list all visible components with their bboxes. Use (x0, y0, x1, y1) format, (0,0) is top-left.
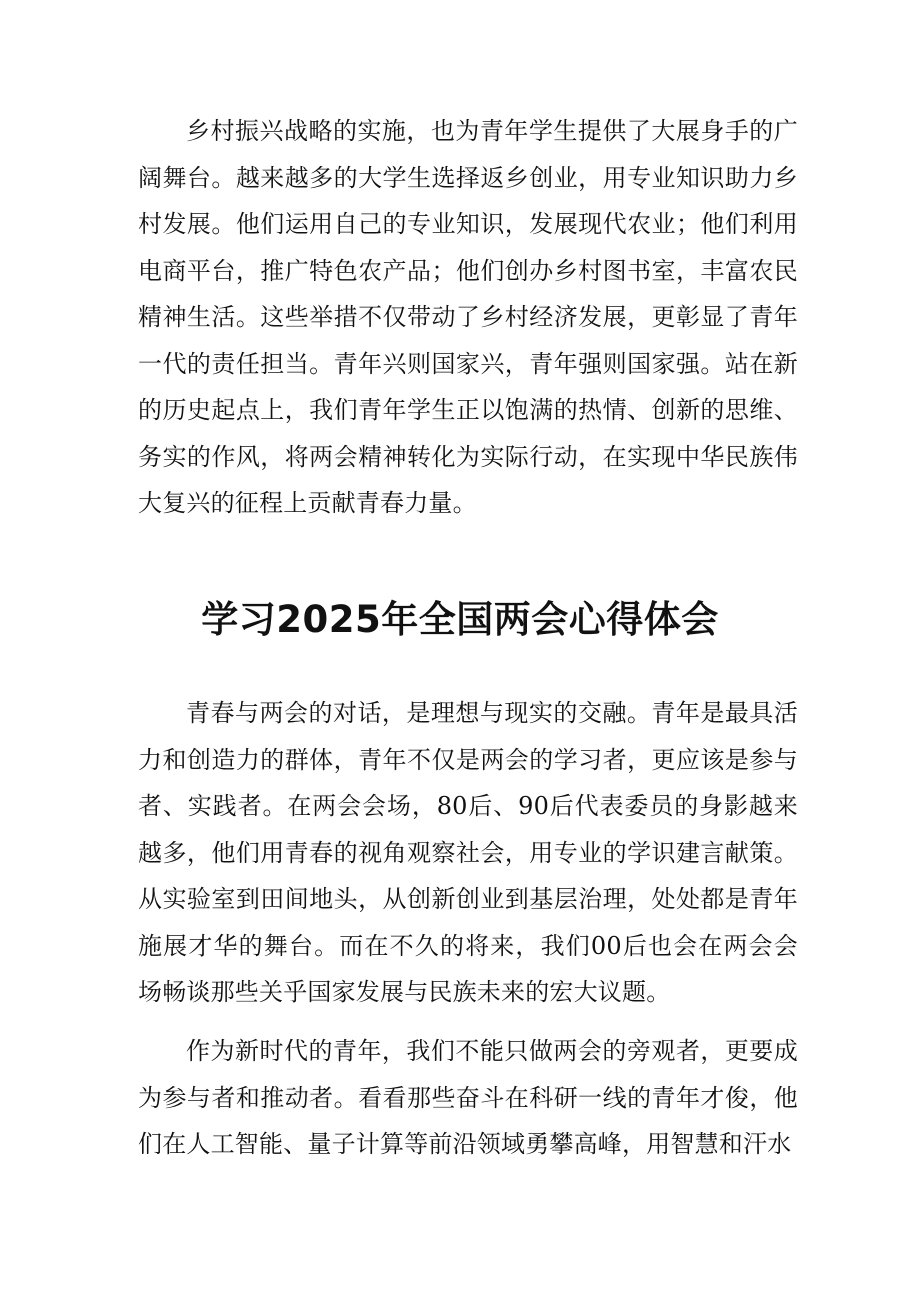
body-paragraph: 乡村振兴战略的实施，也为青年学生提供了大展身手的广阔舞台。越来越多的大学生选择返乡创业，用专业知识助力乡村发展。他们运用自己的专业知识，发展现代农业；他们利用电商平台，推广特色农产品；他们创办乡村图书室，丰富农民精神生活。这些举措不仅带动了乡村经济发展，更彰显了青年一代的责任担当。青年兴则国家兴，青年强则国家强。站在新的历史起点上，我们青年学生正以饱满的热情、创新的思维、务实的作风，将两会精神转化为实际行动，在实现中华民族伟大复兴的征程上贡献青春力量。 (138, 117, 798, 517)
body-paragraph: 青春与两会的对话，是理想与现实的交融。青年是最具活力和创造力的群体，青年不仅是两会的学习者，更应该是参与者、实践者。在两会会场，80后、90后代表委员的身影越来越多，他们用青春的视角观察社会，用专业的学识建言献策。从实验室到田间地头，从创新创业到基层治理，处处都是青年施展才华的舞台。而在不久的将来，我们00后也会在两会会场畅谈那些关乎国家发展与民族未来的宏大议题。 (138, 699, 798, 1006)
section-heading: 学习2025年全国两会心得体会 (201, 598, 719, 641)
body-paragraph: 作为新时代的青年，我们不能只做两会的旁观者，更要成为参与者和推动者。看看那些奋斗在科研一线的青年才俊，他们在人工智能、量子计算等前沿领域勇攀高峰，用智慧和汗水 (138, 1037, 798, 1158)
